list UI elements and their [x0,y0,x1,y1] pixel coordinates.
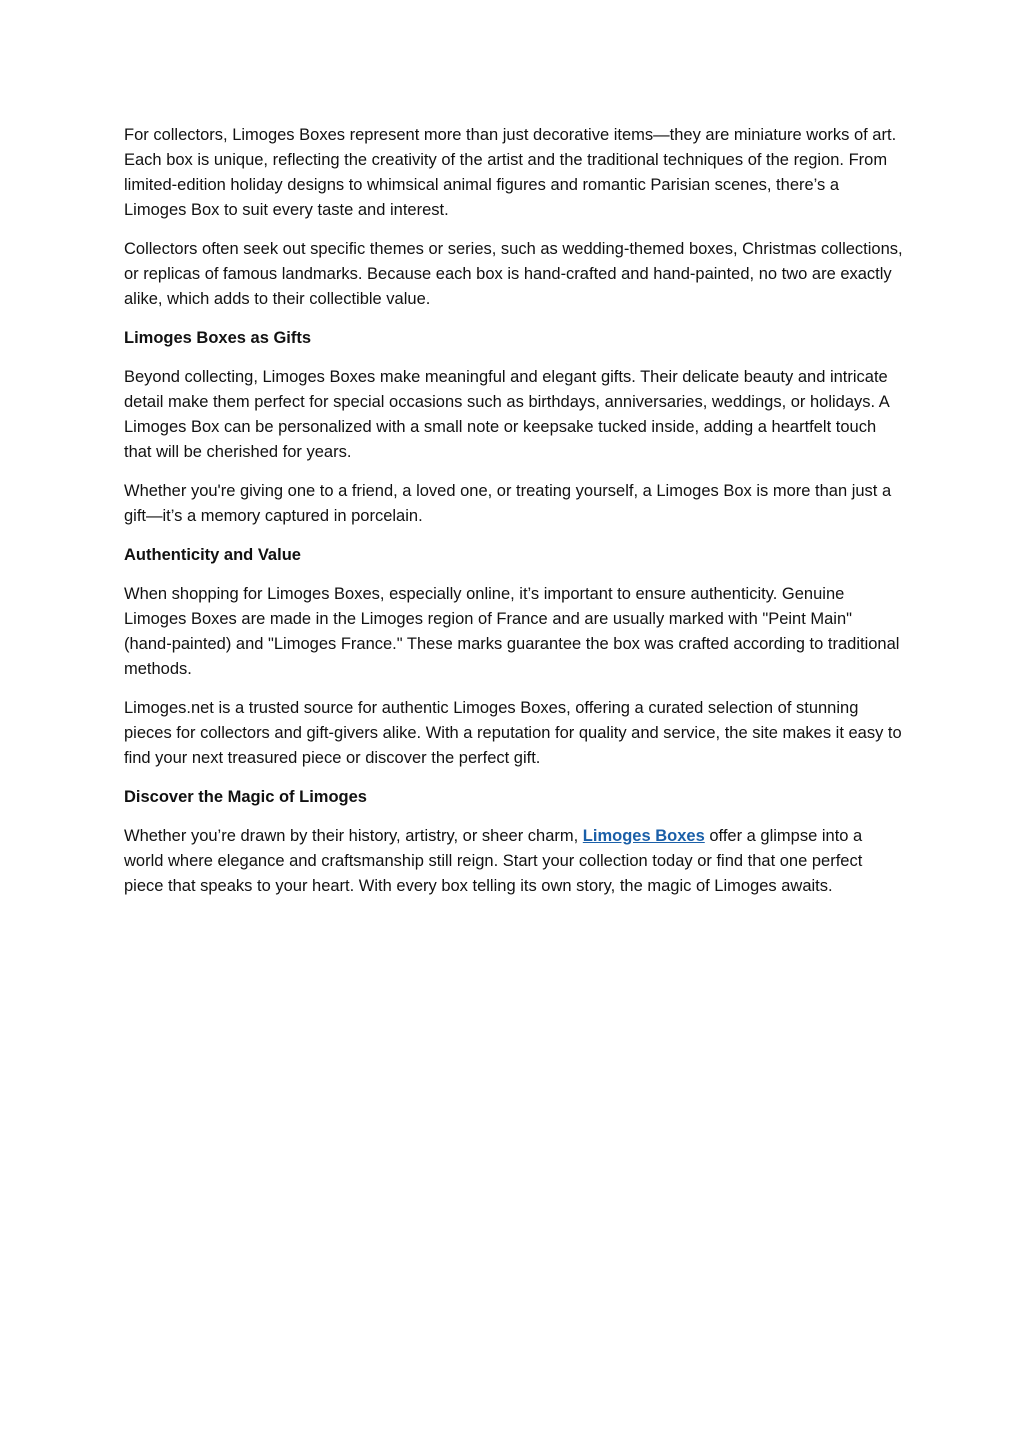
paragraph-discover-text-start: Whether you’re drawn by their history, artistry, or sheer charm, [124,827,583,845]
paragraph-collectors-intro: For collectors, Limoges Boxes represent more than just decorative items—they are miniature works of art. Each box is unique, reflecting the creativity of the artist and the traditional techniques of the region. From limited-edition holiday designs to whimsical animal figures and romantic Parisian scenes, there’s a Limoges Box to suit every taste and interest. [124,126,897,219]
paragraph-collector-themes: Collectors often seek out specific themes or series, such as wedding-themed boxes, Christmas collections, or replicas of famous landmarks. Because each box is hand-crafted and hand-painted, no two are exactly alike, which adds to their collectible value. [124,240,903,308]
heading-authenticity: Authenticity and Value [124,546,301,564]
paragraph-limoges-net: Limoges.net is a trusted source for authentic Limoges Boxes, offering a curated selection of stunning pieces for collectors and gift-givers alike. With a reputation for quality and service, the site makes it easy to find your next treasured piece or discover the perfect gift. [124,699,902,767]
document-page [124,123,904,913]
paragraph-authenticity: When shopping for Limoges Boxes, especially online, it’s important to ensure authenticity. Genuine Limoges Boxes are made in the Limoges region of France and are usually marked with "Peint Main" (hand-painted) and "Limoges France." These marks guarantee the box was crafted according to traditional methods. [124,585,900,678]
heading-gifts: Limoges Boxes as Gifts [124,329,312,347]
paragraph-gift-memory: Whether you're giving one to a friend, a loved one, or treating yourself, a Limoges Box is more than just a gift—it’s a memory captured in porcelain. [124,482,892,525]
paragraph-discover [124,824,904,899]
paragraph-gifts: Beyond collecting, Limoges Boxes make meaningful and elegant gifts. Their delicate beauty and intricate detail make them perfect for special occasions such as birthdays, anniversaries, weddings, or holidays. A Limoges Box can be personalized with a small note or keepsake tucked inside, adding a heartfelt touch that will be cherished for years. [124,368,889,461]
heading-discover: Discover the Magic of Limoges [124,788,367,806]
limoges-boxes-link[interactable]: Limoges Boxes [582,827,705,845]
paragraph-discover-text-end: offer a glimpse into a world where elegance and craftsmanship still reign. Start your collection today or find that one perfect piece that speaks to your heart. With every box telling its own story, the magic of Limoges awaits. [124,827,863,895]
